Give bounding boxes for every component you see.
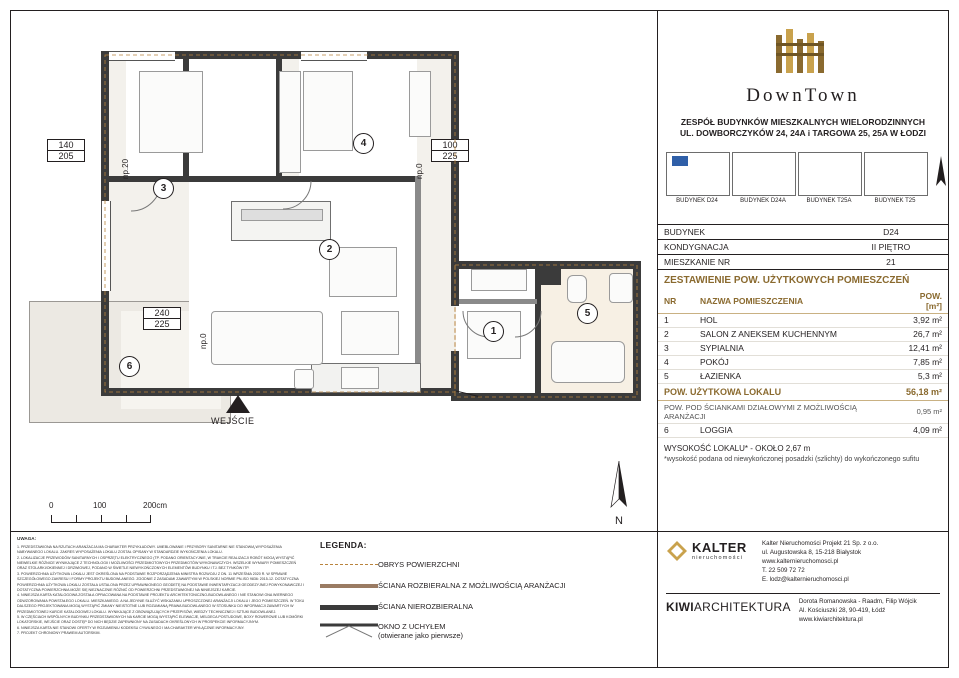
legend-symbol-removable-wall [320, 579, 378, 593]
legend-label: ŚCIANA ROZBIERALNA Z MOŻLIWOŚCIĄ ARANŻACJI [378, 581, 566, 591]
sheet-footer [11, 531, 948, 668]
kalter-name: KALTER [692, 540, 747, 555]
info-label-building: BUDYNEK [658, 224, 834, 239]
note-line: 4. NINIEJSZA KARTA KATALOGOWA ZOSTAŁA OPRACOWANA NA PODSTAWIE PROJEKTU ARCHITEKTONICZNO-BUDOWLANEGO I NIE STANOWI ONA WIERNEGO ODWZOROWANIA POWSTAŁEGO LOKALU. MIESZKANIEGO. A NA JEDYNIE SŁUŻYĆ WSKAZANIU UPROSZCZONEJ ARANŻACJI LOKALU I JEGO POMIESZCZEŃ. W TOKU DALSZEGO PROJEKTOWANIA MOGĄ WYSTĄPIĆ ZMIANY NIEISTOTNE LUB ROZUMIANĄ PRAWA BUDOWLANEGO W STOSUNKU DO INFORMACJI ZAWARTYCH W PRZEDMIOTOWEJ KARCIE KATALOGOWEJ LOKALU. WYNIKAJĄCE Z OBOWIĄZUJĄCYCH PRZEPISÓW, WIEDZY TECHNICZNEJ I SZTUKI BUDOWLANEJ. [17, 593, 305, 614]
downtown-logo-icon [658, 11, 948, 75]
info-value-floor: II PIĘTRO [834, 239, 948, 254]
legend-label: OBRYS POWIERZCHNI [378, 560, 460, 570]
info-value-building: D24 [834, 224, 948, 239]
kalter-logo [666, 540, 754, 585]
room-area: 12,41 m² [897, 341, 948, 355]
table-row [658, 327, 948, 341]
room-number-2: 2 [319, 239, 340, 260]
info-label-floor: KONDYGNACJA [658, 239, 834, 254]
key-plan-label-3: BUDYNEK T25 [874, 197, 916, 204]
window-label-1: np.20 [121, 158, 130, 179]
total-area-row [658, 383, 948, 400]
partition-note-label: POW. POD ŚCIANKAMI DZIAŁOWYMI Z MOŻLIWOŚCIĄ ARANŻACJI [658, 400, 897, 423]
table-row-loggia [658, 423, 948, 437]
legend-sublabel: (otwierane jako pierwsze) [378, 631, 464, 640]
notes-block [11, 532, 311, 668]
legend-title: LEGENDA: [320, 540, 367, 550]
note-line: 1. PRZEDSTAWIONA NA RZUTACH ARANŻACJA MA CHARAKTER PRZYKŁADOWY. UMEBLOWANIE I PRZYBORY SANITARNE NIE STANOWIĄ WYPOSAŻENIA NABYWANEGO LOKALU. ZAKRES WYPOSAŻENIA LOKALU ZOSTAŁ OPISANY W STANDARDZIE WYKOŃCZENIA LOKALU. [17, 544, 282, 555]
key-plan-label-2: BUDYNEK T25A [806, 197, 852, 204]
legend-symbol-fixed-wall [320, 600, 378, 614]
dim-bottom-2: 225 [442, 151, 458, 161]
window-label-3: np.0 [199, 333, 208, 349]
room-nr: 4 [658, 355, 694, 369]
north-arrow [599, 461, 639, 531]
legend-item-tilt-window [320, 621, 638, 641]
scale-tick-2: 200cm [143, 501, 168, 510]
info-row-apartment [658, 254, 948, 269]
partition-note-row [658, 400, 948, 423]
info-panel [657, 11, 948, 531]
kalter-contact [762, 540, 878, 585]
kalter-line: Kalter Nieruchomości Projekt 21 Sp. z o.o. [762, 540, 879, 547]
dim-top-1: 140 [48, 140, 84, 151]
kalter-line: E. lodz@kalternieruchomosci.pl [762, 575, 849, 583]
kalter-logo-icon [666, 540, 688, 562]
legend-item-fixed-wall [320, 600, 638, 614]
kiwi-line: www.kiwiarchitektura.pl [798, 615, 863, 623]
rooms-header-name: NAZWA POMIESZCZENIA [694, 289, 897, 314]
room-nr: 1 [658, 313, 694, 327]
apartment-floor-plan [11, 11, 656, 531]
kalter-line: www.kalternieruchomosci.pl [762, 557, 839, 565]
kiwi-line: Dorota Romanowska - Raadm, Filip Wójcik [798, 597, 917, 605]
dim-bottom-1: 205 [58, 151, 74, 161]
room-nr: 3 [658, 341, 694, 355]
kiwi-logo [666, 598, 791, 625]
north-label: N [615, 515, 623, 527]
rooms-header-row [658, 289, 948, 314]
room-name: HOL [694, 313, 897, 327]
loggia-name: LOGGIA [694, 423, 897, 437]
room-number-6: 6 [119, 356, 140, 377]
rooms-header-area: POW. [m²] [897, 289, 948, 314]
kiwi-name: KIWI [666, 599, 694, 614]
brand-subtitle-1: ZESPÓŁ BUDYNKÓW MIESZKALNYCH WIELORODZINNYCH [680, 117, 926, 127]
note-line: 6. NINIEJSZA KARTA NIE STANOWI OFERTY W ROZUMIENIU KODEKSU CYWILNEGO I MA CHARAKTER WYŁĄCZNIE INFORMACYJNY. [17, 625, 245, 630]
height-subnote: *wysokość podana od niewykończonej posadzki (szlichty) do wykończonego sufitu [664, 455, 920, 463]
room-area: 3,92 m² [897, 313, 948, 327]
kiwi-line: Al. Kościuszki 28, 90-419, Łódź [798, 606, 886, 614]
brand-subtitle-2: UL. DOWBORCZYKÓW 24, 24A i TARGOWA 25, 25A W ŁODZI [680, 128, 926, 139]
legend-symbol-tilt-window [320, 621, 378, 641]
info-row-floor [658, 239, 948, 254]
total-area-label: POW. UŻYTKOWA LOKALU [658, 383, 897, 400]
entrance-label: WEJŚCIE [211, 416, 255, 426]
dim-top-3: 240 [144, 308, 180, 319]
info-label-apartment: MIESZKANIE NR [658, 254, 834, 269]
table-row [658, 355, 948, 369]
title-block [657, 532, 948, 668]
room-number-1: 1 [483, 321, 504, 342]
kiwi-name-rest: ARCHITEKTURA [693, 599, 791, 614]
loggia-nr: 6 [658, 423, 694, 437]
legend-symbol-outline [320, 558, 378, 572]
total-area-value: 56,18 m² [897, 383, 948, 400]
brand-title: DownTown [746, 85, 860, 106]
dim-bottom-3: 225 [154, 319, 170, 329]
room-number-5: 5 [577, 303, 598, 324]
table-row [658, 369, 948, 383]
room-nr: 5 [658, 369, 694, 383]
legend-label: ŚCIANA NIEROZBIERALNA [378, 602, 474, 612]
kiwi-block [666, 598, 940, 625]
room-name: SYPIALNIA [694, 341, 897, 355]
notes-header: UWAGA: [17, 536, 37, 541]
scale-tick-1: 100 [93, 501, 107, 510]
room-number-4: 4 [353, 133, 374, 154]
room-name: POKÓJ [694, 355, 897, 369]
room-name: ŁAZIENKA [694, 369, 897, 383]
legend-block [314, 532, 644, 668]
title-block-divider [666, 593, 940, 594]
room-nr: 2 [658, 327, 694, 341]
key-plan-highlight [672, 156, 688, 166]
kalter-subname: nieruchomości [692, 555, 744, 561]
key-plan-label-0: BUDYNEK D24 [676, 197, 718, 204]
room-area: 7,85 m² [897, 355, 948, 369]
table-row [658, 313, 948, 327]
note-line: 3. POWIERZCHNIA UŻYTKOWA LOKALU JEST OKREŚLONA NA PODSTAWIE ROZPORZĄDZENIA MINISTRA ROZWOJU Z DN. 11 WRZEŚNIA 2020 R. W SPRAWIE SZCZEGÓŁOWEGO ZAKRESU I FORMY PROJEKTU BUDOWLANEGO. ZGODNIE Z ZASADAMI ZAWARTYMI W POLSKIEJ NORMIE PN-ISO 9836: 2015-12. DOTATYCZNA POWIERZCHNIA UŻYTKOWA LOKALU ZOSTAŁA USTALONA PRZEZ UPRAWNIONEGO GEODETĘ NA PODSTAWIE INWENTARYZACJI GEODEZYJNEJ POWYKONAWCZEJ I DOTATYCZNA POWIERZCHNIA MOŻE SIĘ NIEZNACZNIE RÓŻNIĆ OD POWIERZCHNI PRZEDSTAWIONEJ NA NINIEJSZEJ KARCIE. [17, 571, 305, 593]
note-line: 2. LOKALIZACJE PRZEWODÓW SANITARNYCH I OSPRZĘTU ELEKTRYCZNEGO (TP. PODANO ORIENTACYJNIE, W TRAKCIE REALIZACJI ROBÓT MOGĄ WYSTĄPIĆ NIEWIELKIE RÓŻNICE WYNIKAJĄCE Z TECHNOLOGII I MOŻLIWOŚCI PRZEDMIOTOWYCH PRZEDMIOTÓW WYKONAWCZYCH. WSZELKIE WYMIARY POMIESZCZEŃ ORAZ STOLARKI/OKIENNEJ I DRZWIOWEJ, PODANO W ŚWIETLE NIEWYKOŃCZONYCH ELEMENTÓW BUDYNKU I TJ. BEZ TYNKÓW ITP. [17, 555, 297, 571]
room-area: 26,7 m² [897, 327, 948, 341]
rooms-header-nr: NR [658, 289, 694, 314]
legend-item-outline [320, 558, 638, 572]
table-row [658, 341, 948, 355]
loggia-area: 4,09 m² [897, 423, 948, 437]
info-row-building [658, 224, 948, 239]
kalter-line: T. 22 509 72 72 [762, 566, 805, 574]
kiwi-contact [799, 598, 917, 625]
rooms-table [658, 289, 948, 438]
room-number-3: 3 [153, 178, 174, 199]
scale-bar [51, 501, 171, 523]
note-line: 5. W CZĘŚCIACH WSPÓLNYCH BUDYNKU PRZEDSTAWIONYCH NA KARCIE MOGĄ WYSTĄPIĆ ELEWACJE, MELDECA POSTUDOWE, BOXY ROWEROWE LUB KOMÓRKI LOKATORSKIE, WEJŚCIE ORAZ DOSTĘP DO NICH BĘDZIE ZAPEWNIONY NA ZASADACH OKREŚLONYCH W PROSPEKCIE INFORMACYJNYM. [17, 614, 304, 625]
partition-note-value: 0,95 m² [897, 400, 948, 423]
legend-label: OKNO Z UCHYŁEM [378, 621, 446, 631]
note-line: 7. PROJEKT CHRONIONY PRAWEM AUTORSKIM. [17, 631, 101, 636]
rooms-table-title: ZESTAWIENIE POW. UŻYTKOWYCH POMIESZCZEŃ [664, 274, 910, 286]
area-outline [11, 11, 656, 531]
info-value-apartment: 21 [834, 254, 948, 269]
window-label-2: np.0 [415, 163, 424, 179]
scale-tick-0: 0 [49, 501, 54, 510]
legend-item-removable-wall [320, 579, 638, 593]
key-plan [666, 146, 940, 218]
dim-top-2: 100 [432, 140, 468, 151]
room-area: 5,3 m² [897, 369, 948, 383]
building-info-table [658, 224, 948, 270]
key-plan-label-1: BUDYNEK D24A [740, 197, 786, 204]
height-note: WYSOKOŚĆ LOKALU* - OKOŁO 2,67 m [664, 443, 811, 453]
kalter-line: ul. Augustowska 8, 15-218 Białystok [762, 548, 862, 556]
room-name: SALON Z ANEKSEM KUCHENNYM [694, 327, 897, 341]
kalter-block [666, 540, 940, 585]
